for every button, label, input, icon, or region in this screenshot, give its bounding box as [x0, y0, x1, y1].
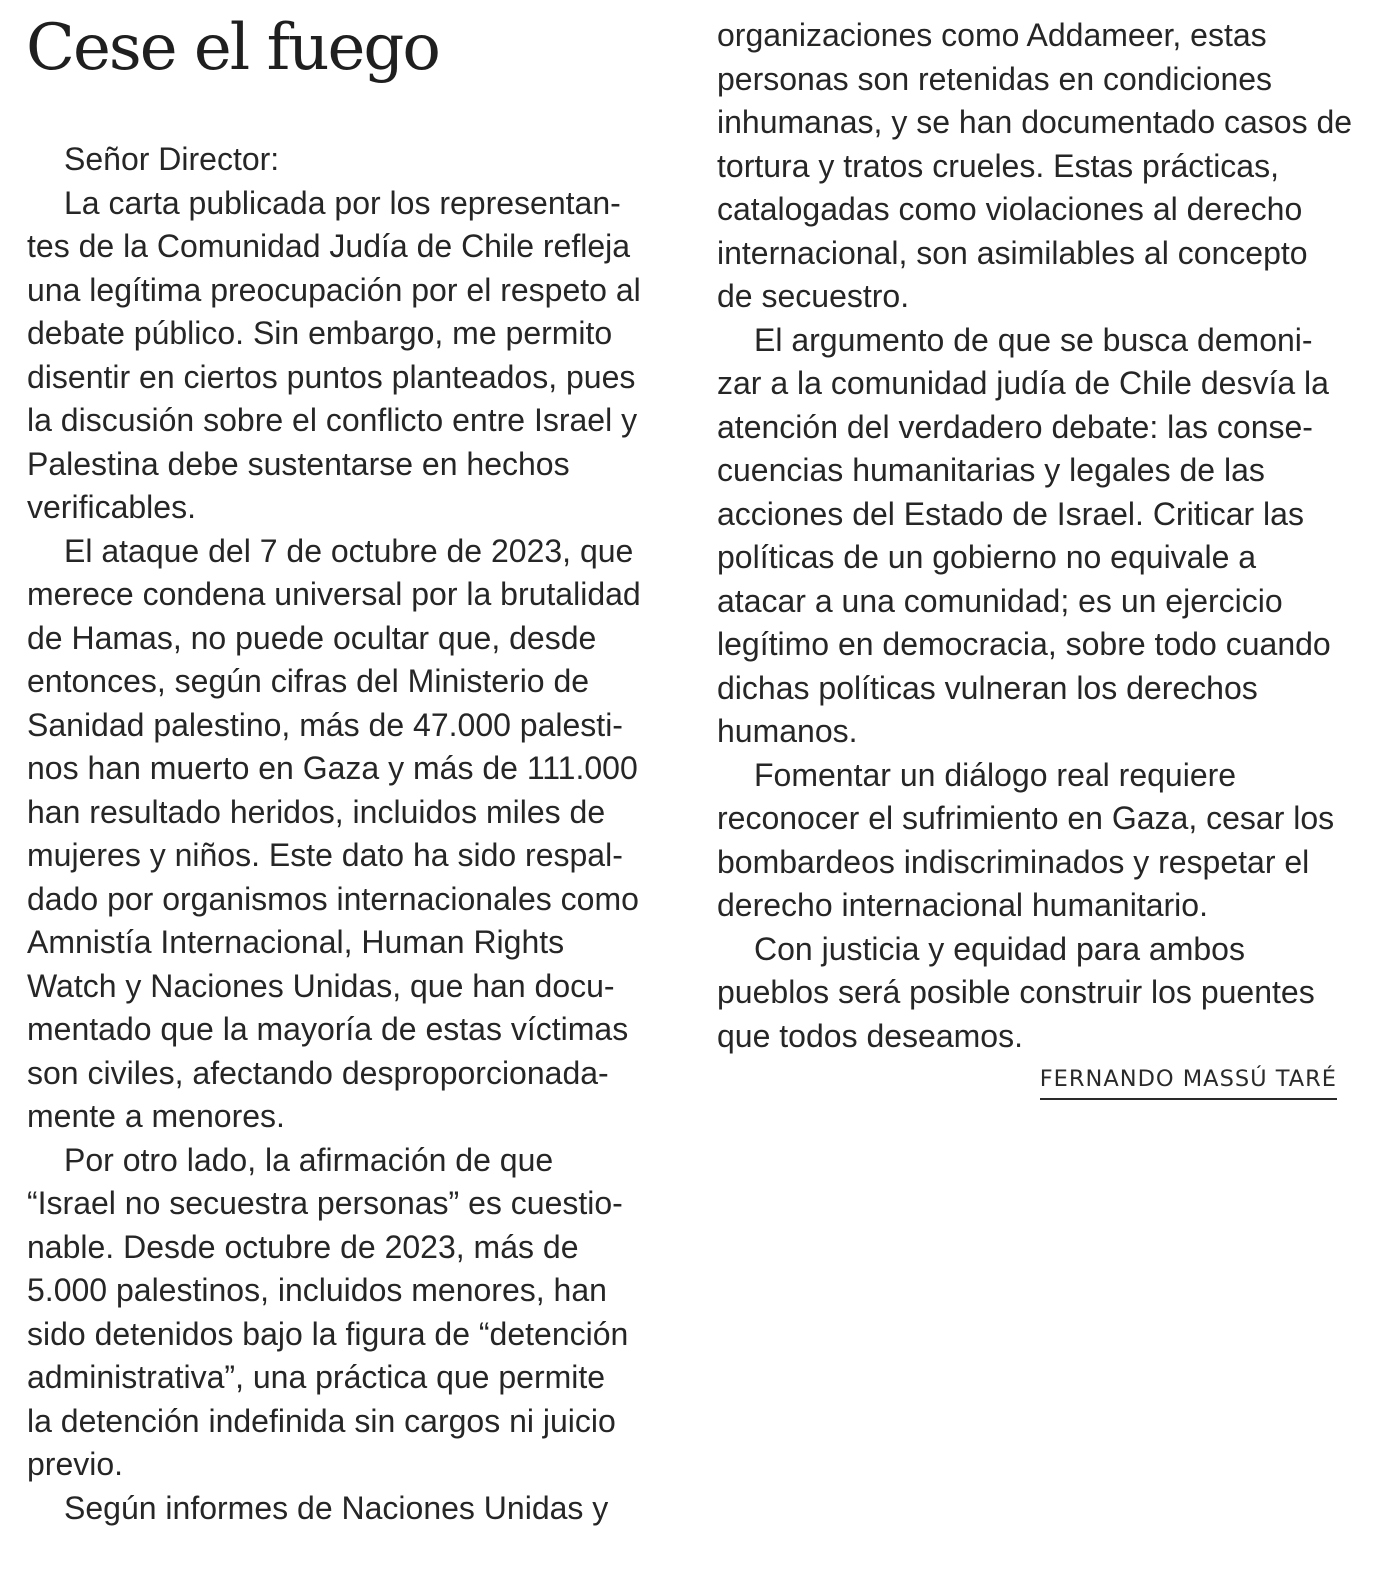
- text-line: reconocer el sufrimiento en Gaza, cesar los: [717, 800, 1335, 836]
- article-title: Cese el fuego: [26, 11, 439, 85]
- text-line: mente a menores.: [27, 1098, 285, 1134]
- text-line: sido detenidos bajo la figura de “detención: [27, 1315, 629, 1352]
- text-line: nable. Desde octubre de 2023, más de: [27, 1228, 579, 1265]
- text-line: zar a la comunidad judía de Chile desvía la: [717, 365, 1329, 401]
- text-line: verificables.: [27, 489, 196, 525]
- text-line: Watch y Naciones Unidas, que han docu-: [27, 967, 615, 1004]
- text-line: de Hamas, no puede ocultar que, desde: [27, 619, 597, 656]
- text-line: la detención indefinida sin cargos ni juicio: [27, 1402, 616, 1439]
- left-column: [27, 138, 667, 1530]
- text-line: El ataque del 7 de octubre de 2023, que: [64, 532, 634, 569]
- text-line: una legítima preocupación por el respeto al: [27, 271, 641, 308]
- text-line: la discusión sobre el conflicto entre Israel y: [27, 402, 638, 438]
- text-line: dichas políticas vulneran los derechos: [717, 669, 1258, 706]
- text-line: previo.: [27, 1446, 124, 1482]
- text-line: catalogadas como violaciones al derecho: [717, 191, 1303, 227]
- text-line: disentir en ciertos puntos planteados, pues: [27, 358, 636, 395]
- text-line: atacar a una comunidad; es un ejercicio: [717, 582, 1283, 619]
- text-line: tortura y tratos crueles. Estas prácticas,: [717, 147, 1279, 184]
- text-line: “Israel no secuestra personas” es cuestio-: [27, 1185, 623, 1221]
- text-line: entonces, según cifras del Ministerio de: [27, 663, 590, 699]
- text-line: Con justicia y equidad para ambos: [754, 930, 1245, 967]
- text-line: 5.000 palestinos, incluidos menores, han: [27, 1272, 607, 1308]
- text-line: mujeres y niños. Este dato ha sido respal-: [27, 837, 623, 873]
- text-line: Por otro lado, la afirmación de que: [64, 1141, 554, 1178]
- text-line: acciones del Estado de Israel. Criticar las: [717, 495, 1304, 532]
- text-line: atención del verdadero debate: las conse-: [717, 408, 1313, 445]
- text-line: organizaciones como Addameer, estas: [717, 17, 1267, 53]
- text-line: inhumanas, y se han documentado casos de: [717, 104, 1353, 140]
- text-line: Sanidad palestino, más de 47.000 palesti-: [27, 706, 623, 743]
- text-line: El argumento de que se busca demoni-: [754, 321, 1313, 358]
- text-line: Palestina debe sustentarse en hechos: [27, 445, 570, 482]
- text-line: Señor Director:: [64, 141, 280, 177]
- text-line: internacional, son asimilables al concepto: [717, 234, 1308, 271]
- text-line: La carta publicada por los representan-: [64, 184, 621, 221]
- text-line: que todos deseamos.: [717, 1017, 1023, 1054]
- text-line: dado por organismos internacionales como: [27, 880, 639, 917]
- text-line: Según informes de Naciones Unidas y: [64, 1489, 609, 1526]
- text-line: nos han muerto en Gaza y más de 111.000: [27, 750, 638, 786]
- right-column: [717, 14, 1357, 1058]
- text-line: han resultado heridos, incluidos miles de: [27, 793, 606, 830]
- text-line: personas son retenidas en condiciones: [717, 60, 1273, 97]
- text-line: de secuestro.: [717, 278, 910, 314]
- text-line: derecho internacional humanitario.: [717, 887, 1208, 923]
- text-line: cuencias humanitarias y legales de las: [717, 452, 1265, 488]
- text-line: Amnistía Internacional, Human Rights: [27, 924, 565, 960]
- text-line: son civiles, afectando desproporcionada-: [27, 1054, 609, 1091]
- text-line: bombardeos indiscriminados y respetar el: [717, 843, 1310, 880]
- text-line: tes de la Comunidad Judía de Chile refleja: [27, 228, 631, 264]
- text-line: merece condena universal por la brutalidad: [27, 576, 641, 612]
- text-line: administrativa”, una práctica que permite: [27, 1359, 606, 1395]
- text-line: Fomentar un diálogo real requiere: [754, 756, 1237, 793]
- text-line: pueblos será posible construir los puentes: [717, 974, 1315, 1010]
- text-line: humanos.: [717, 713, 858, 749]
- text-line: debate público. Sin embargo, me permito: [27, 315, 613, 351]
- text-line: mentado que la mayoría de estas víctimas: [27, 1011, 629, 1047]
- author-signature: FERNANDO MASSÚ TARÉ: [1040, 1064, 1337, 1100]
- text-line: legítimo en democracia, sobre todo cuando: [717, 626, 1331, 662]
- text-line: políticas de un gobierno no equivale a: [717, 539, 1257, 575]
